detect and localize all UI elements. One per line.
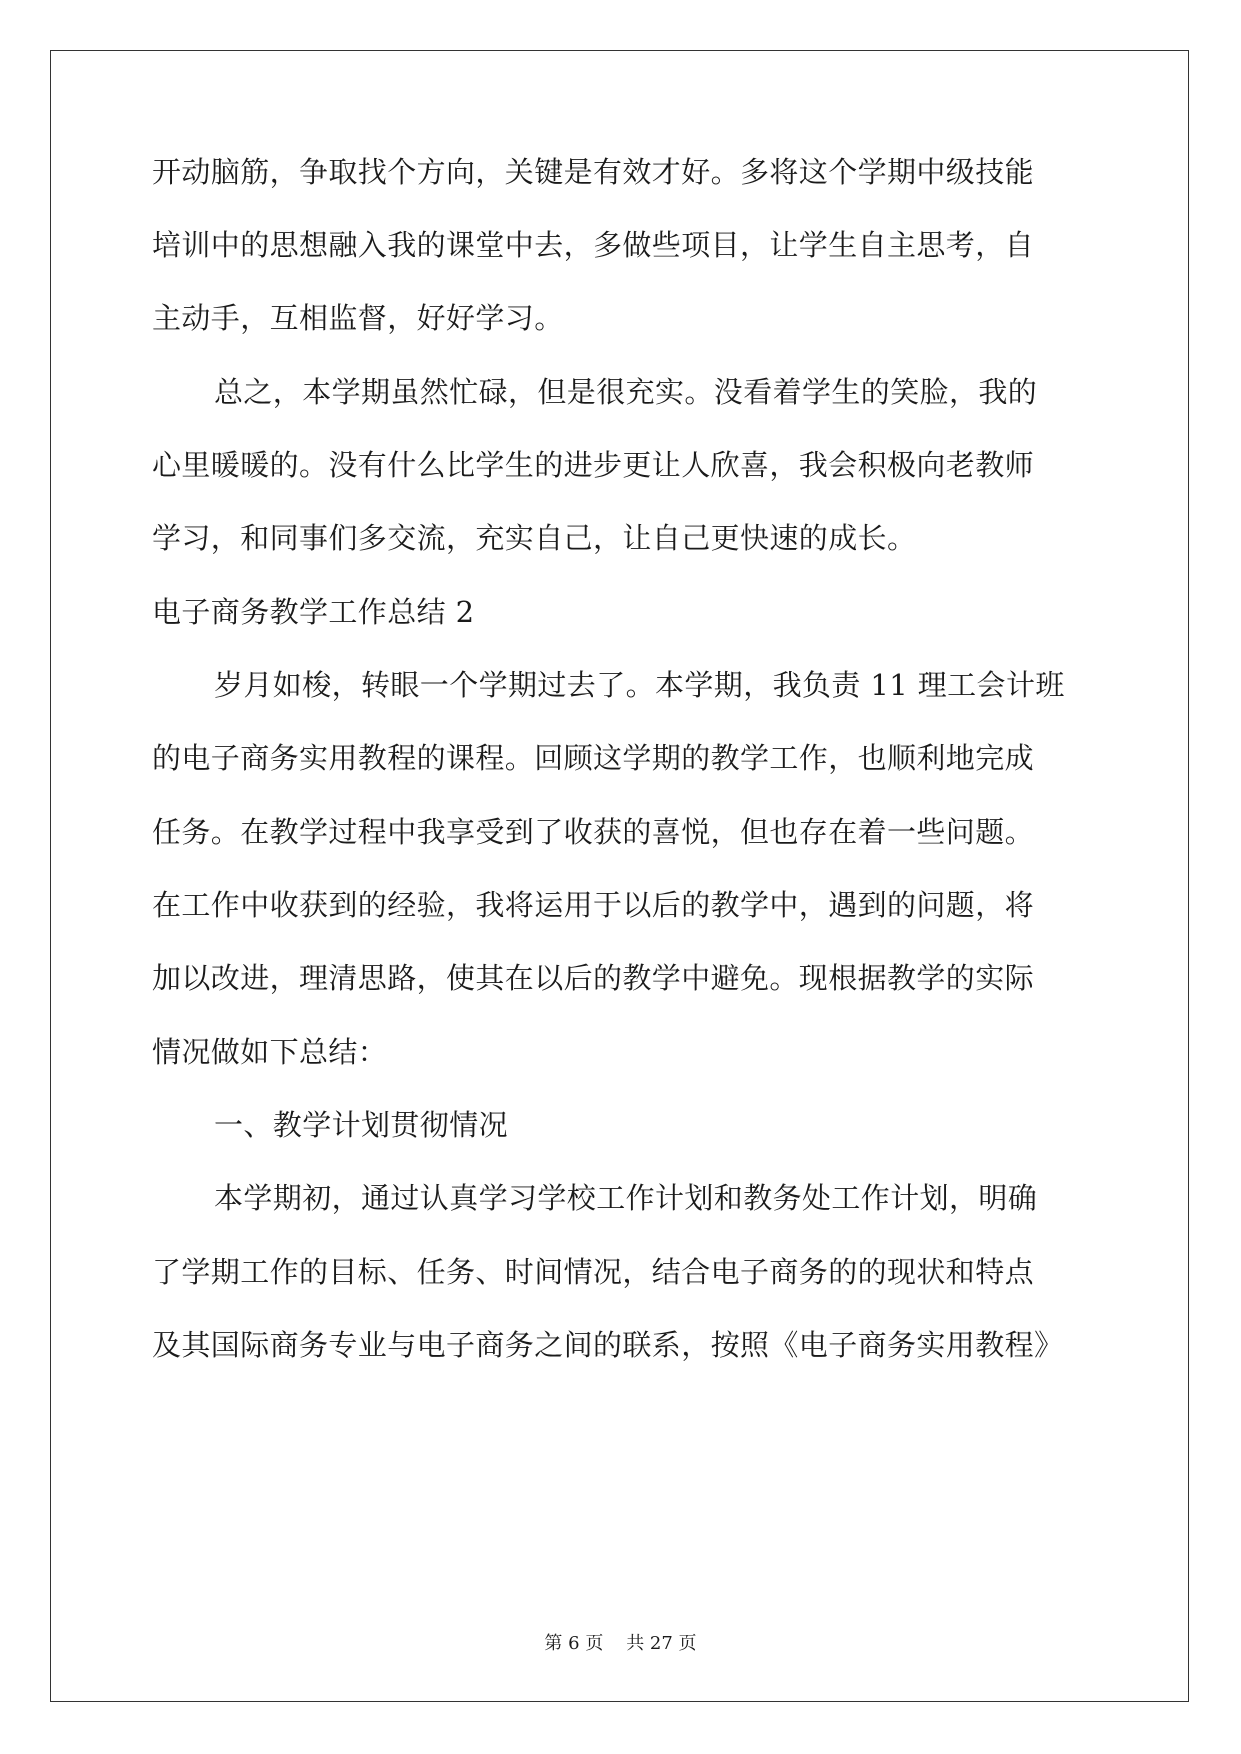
text-line: 情况做如下总结： [152, 1035, 388, 1069]
text-line: 及其国际商务专业与电子商务之间的联系，按照《电子商务实用教程》 [152, 1328, 1064, 1362]
text-line: 总之，本学期虽然忙碌，但是很充实。没看着学生的笑脸，我的 [214, 375, 1038, 409]
subsection-heading: 一、教学计划贯彻情况 [214, 1108, 509, 1142]
text-line: 心里暖暖的。没有什么比学生的进步更让人欣喜，我会积极向老教师 [152, 448, 1035, 482]
section-heading: 电子商务教学工作总结 2 [152, 595, 475, 629]
text-line: 主动手，互相监督，好好学习。 [152, 301, 564, 335]
text-line: 的电子商务实用教程的课程。回顾这学期的教学工作，也顺利地完成 [152, 741, 1035, 775]
text-line: 岁月如梭，转眼一个学期过去了。本学期，我负责 11 理工会计班 [214, 668, 1065, 702]
text-line: 在工作中收获到的经验，我将运用于以后的教学中，遇到的问题，将 [152, 888, 1035, 922]
text-line: 培训中的思想融入我的课堂中去，多做些项目，让学生自主思考，自 [152, 228, 1035, 262]
text-line: 学习，和同事们多交流，充实自己，让自己更快速的成长。 [152, 521, 917, 555]
text-line: 本学期初，通过认真学习学校工作计划和教务处工作计划，明确 [214, 1181, 1038, 1215]
text-line: 加以改进，理清思路，使其在以后的教学中避免。现根据教学的实际 [152, 961, 1035, 995]
text-line: 开动脑筋，争取找个方向，关键是有效才好。多将这个学期中级技能 [152, 155, 1035, 189]
page-number: 第 6 页 共 27 页 [544, 1633, 697, 1654]
page-footer [0, 1632, 1241, 1656]
text-line: 任务。在教学过程中我享受到了收获的喜悦，但也存在着一些问题。 [152, 815, 1035, 849]
text-line: 了学期工作的目标、任务、时间情况，结合电子商务的的现状和特点 [152, 1255, 1035, 1289]
